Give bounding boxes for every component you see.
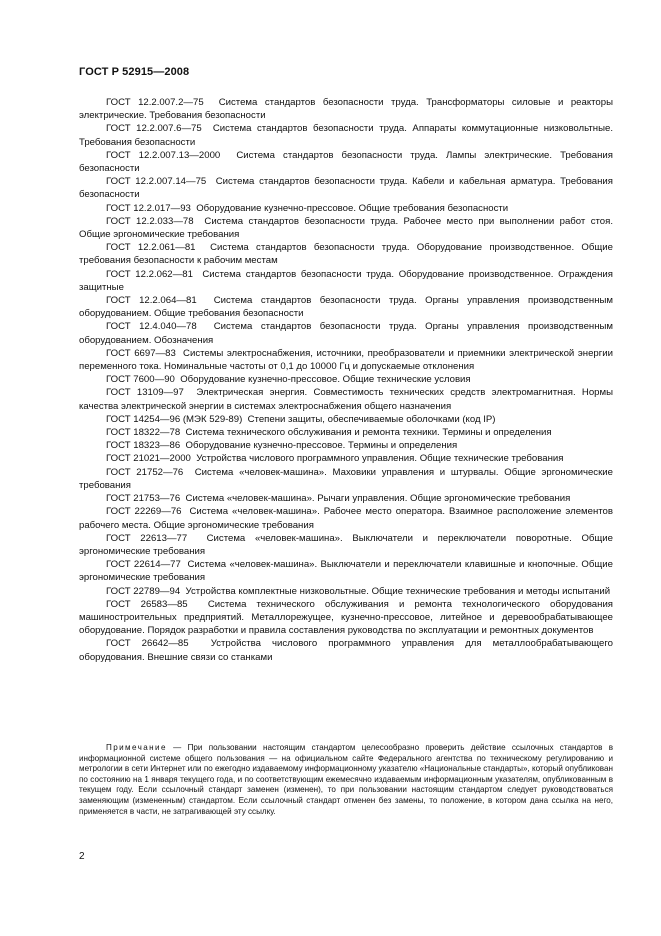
reference-title: Система «человек-машина». Маховики управления и штурвалы. Общие эргономические требования [79, 466, 614, 491]
reference-code: ГОСТ 21753—76 [106, 493, 181, 505]
reference-title: Степени защиты, обеспечиваемые оболочками (код IP) [247, 413, 496, 425]
reference-code: ГОСТ 12.4.040—78 [106, 321, 197, 333]
reference-title: Система стандартов безопасности труда. Лампы электрические. Требования безопасности [79, 149, 613, 175]
reference-item [79, 558, 613, 584]
reference-title: Оборудование кузнечно-прессовое. Термины и определения [185, 440, 458, 452]
reference-code: ГОСТ 6697—83 [106, 347, 176, 359]
reference-item [79, 294, 613, 320]
reference-item [79, 439, 613, 452]
reference-code: ГОСТ 18322—78 [106, 427, 181, 439]
reference-code: ГОСТ 12.2.062—81 [106, 268, 193, 280]
reference-item [79, 637, 613, 663]
reference-title: Система стандартов безопасности труда. Рабочее место при выполнении работ стоя. Общие эргономические требования [79, 215, 613, 241]
reference-title: Система стандартов безопасности труда. Оборудование производственное. Общие требования безопасности к рабочим местам [79, 242, 613, 267]
note-label: Примечание [106, 743, 167, 752]
reference-code: ГОСТ 26583—85 [106, 598, 188, 610]
note-text: — При пользовании настоящим стандартом целесообразно проверить действие ссылочных стандартов в информационной системе общего пользования — на официальном сайте Федерального агентства по техническому регулированию и метрологии в сети Интернет или по ежегодно издаваемому информационному указателю «Национальные стандарты», который опубликован по состоянию на 1 января текущего года, и по соответствующим ежемесячно издаваемым информационным указателям, опубликованным в текущем году. Если ссылочный стандарт заменен (изменен), то при пользовании настоящим стандартом следует руководствоваться заменяющим (измененным) стандартом. Если ссылочный стандарт отменен без замены, то положение, в котором дана ссылка на него, применяется в части, не затрагивающей эту ссылку. [79, 743, 613, 816]
reference-title: Система технического обслуживания и ремонта техники. Термины и определения [185, 427, 552, 439]
reference-title: Система «человек-машина». Рычаги управления. Общие эргономические требования [185, 493, 571, 505]
reference-code: ГОСТ 12.2.007.14—75 [106, 176, 207, 188]
reference-code: ГОСТ 7600—90 [106, 374, 175, 386]
reference-item [79, 347, 613, 373]
reference-code: ГОСТ 12.2.007.13—2000 [106, 149, 221, 161]
reference-title: Оборудование кузнечно-прессовое. Общие требования безопасности [196, 202, 509, 214]
reference-code: ГОСТ 22269—76 [106, 506, 182, 518]
references-list [79, 96, 613, 664]
reference-item [79, 492, 613, 505]
reference-title: Система «человек-машина». Выключатели и переключатели поворотные. Общие эргономические требования [79, 532, 613, 557]
reference-title: Система «человек-машина». Рабочее место оператора. Взаимное расположение элементов рабочего места. Общие эргономические требования [79, 506, 613, 531]
reference-item [79, 320, 613, 346]
reference-item [79, 598, 613, 638]
reference-title: Система стандартов безопасности труда. Трансформаторы силовые и реакторы электрические. Требования безопасности [79, 97, 613, 122]
reference-title: Электрическая энергия. Совместимость технических средств электромагнитная. Нормы качества электрической энергии в системах электроснабжения общего назначения [79, 387, 613, 412]
reference-title: Система стандартов безопасности труда. Аппараты коммутационные низковольтные. Требования безопасности [79, 123, 613, 148]
reference-item [79, 96, 613, 122]
reference-code: ГОСТ 22613—77 [106, 532, 188, 544]
reference-item [79, 373, 613, 386]
note [79, 743, 613, 817]
reference-code: ГОСТ 12.2.061—81 [106, 242, 196, 254]
reference-title: Система технического обслуживания и ремонта технологического оборудования машиностроительных предприятий. Металлорежущее, кузнечно-прессовое, литейное и деревообрабатывающее оборудование. Порядок разработки и правила составления руководства по эксплуатации и ремонтных документов [79, 598, 613, 637]
reference-item [79, 466, 613, 492]
reference-code: ГОСТ 12.2.064—81 [106, 295, 197, 307]
reference-item [79, 202, 613, 215]
reference-code: ГОСТ 12.2.007.6—75 [106, 123, 202, 135]
reference-code: ГОСТ 21021—2000 [106, 453, 191, 465]
reference-title: Устройства числового программного управления для металлообрабатывающего оборудования. Внешние связи со станками [79, 638, 613, 663]
reference-item [79, 452, 613, 465]
reference-title: Устройства числового программного управления. Общие технические требования [196, 453, 564, 465]
reference-code: ГОСТ 12.2.033—78 [106, 215, 194, 227]
reference-code: ГОСТ 14254—96 (МЭК 529-89) [106, 413, 243, 425]
reference-title: Система «человек-машина». Выключатели и переключатели клавишные и кнопочные. Общие эргономические требования [79, 559, 613, 584]
reference-title: Системы электроснабжения, источники, преобразователи и приемники электрической энергии переменного тока. Номинальные частоты от 0,1 до 10000 Гц и допускаемые отклонения [79, 347, 613, 373]
reference-title: Система стандартов безопасности труда. Кабели и кабельная арматура. Требования безопасности [79, 176, 613, 201]
reference-item [79, 241, 613, 267]
reference-item [79, 413, 613, 426]
reference-code: ГОСТ 18323—86 [106, 440, 181, 452]
reference-title: Устройства комплектные низковольтные. Общие технические требования и методы испытаний [185, 585, 611, 597]
reference-code: ГОСТ 12.2.007.2—75 [106, 97, 204, 108]
page-number: 2 [79, 851, 85, 862]
reference-item [79, 585, 613, 598]
reference-code: ГОСТ 21752—76 [106, 466, 184, 478]
reference-item [79, 122, 613, 148]
reference-title: Оборудование кузнечно-прессовое. Общие технические условия [180, 374, 471, 386]
reference-item [79, 386, 613, 412]
reference-item [79, 505, 613, 531]
document-header: ГОСТ Р 52915—2008 [79, 66, 190, 78]
reference-title: Система стандартов безопасности труда. Органы управления производственным оборудованием. Обозначения [79, 321, 613, 346]
reference-title: Система стандартов безопасности труда. Оборудование производственное. Ограждения защитные [79, 268, 613, 293]
reference-title: Система стандартов безопасности труда. Органы управления производственным оборудованием. Общие требования безопасности [79, 295, 613, 320]
reference-item [79, 175, 613, 201]
reference-code: ГОСТ 13109—97 [106, 387, 184, 399]
reference-item [79, 268, 613, 294]
reference-code: ГОСТ 22614—77 [106, 559, 181, 571]
reference-code: ГОСТ 22789—94 [106, 585, 181, 597]
reference-item [79, 426, 613, 439]
reference-code: ГОСТ 12.2.017—93 [106, 202, 191, 214]
reference-item [79, 532, 613, 558]
reference-item [79, 149, 613, 175]
reference-code: ГОСТ 26642—85 [106, 638, 189, 650]
reference-item [79, 215, 613, 241]
